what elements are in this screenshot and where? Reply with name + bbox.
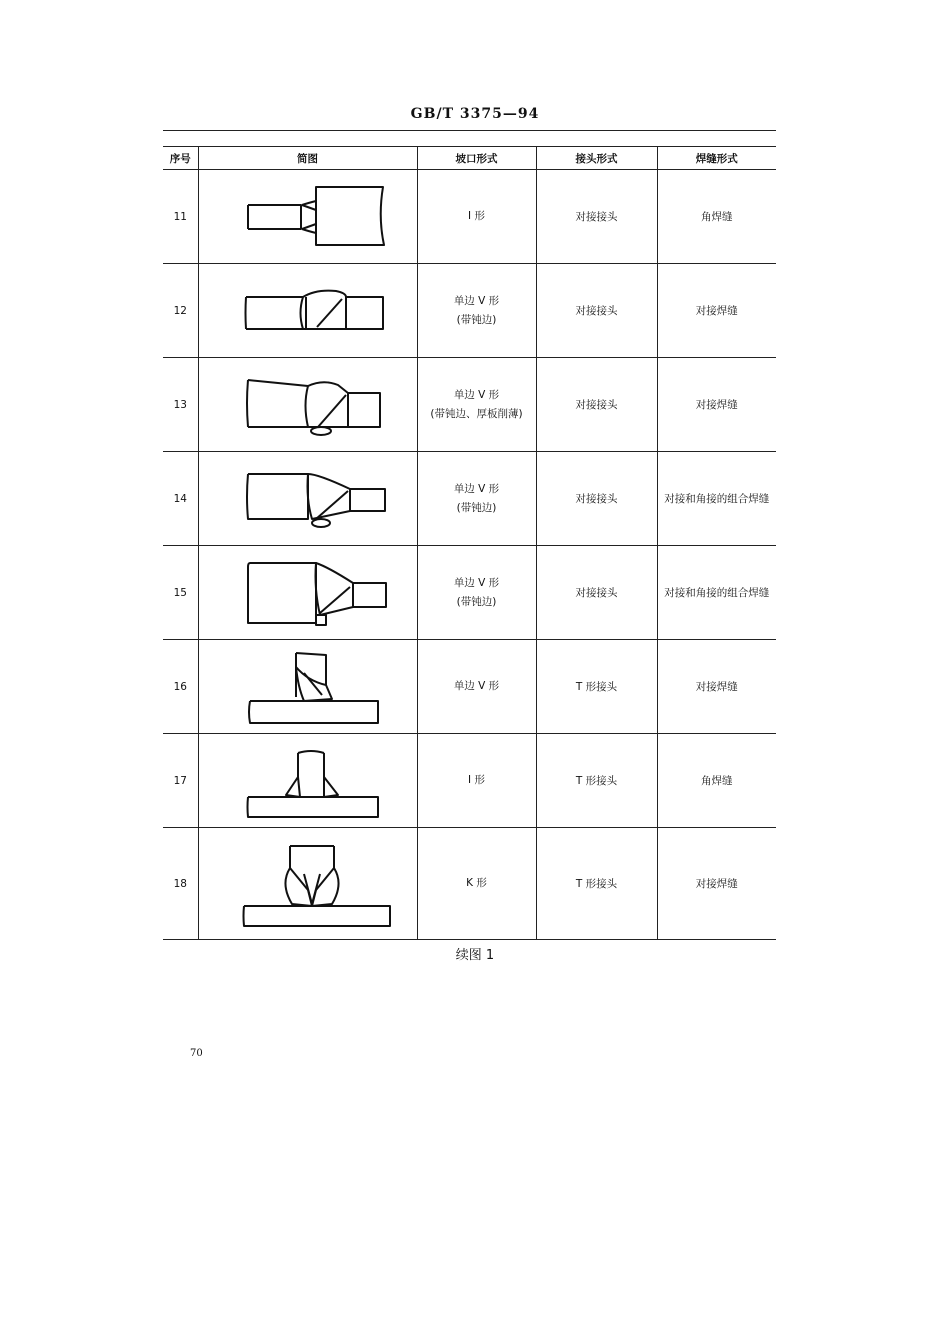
page-number: 70 <box>190 1048 203 1059</box>
joint-cell: 对接接头 <box>536 264 657 358</box>
column-header-sketch: 简图 <box>198 147 417 170</box>
groove-cell <box>417 734 536 828</box>
groove-line: (带钝边) <box>456 313 497 326</box>
sketch-cell <box>198 358 417 452</box>
joint-cell: 对接接头 <box>536 358 657 452</box>
joint-cell: 对接接头 <box>536 170 657 264</box>
single-bevel-t-joint-sketch <box>208 645 408 729</box>
groove-cell <box>417 640 536 734</box>
row-number: 18 <box>163 828 198 940</box>
joint-cell: 对接接头 <box>536 546 657 640</box>
groove-line: 单边 V 形 <box>453 482 500 495</box>
sketch-cell <box>198 264 417 358</box>
row-number: 15 <box>163 546 198 640</box>
weld-cell: 对接焊缝 <box>657 640 776 734</box>
single-bevel-combined-sketch <box>208 459 408 539</box>
weld-cell: 角焊缝 <box>657 734 776 828</box>
figure-caption: 续图 1 <box>455 948 495 963</box>
table-row <box>163 170 776 264</box>
row-number: 12 <box>163 264 198 358</box>
weld-cell: 对接焊缝 <box>657 264 776 358</box>
table-row <box>163 452 776 546</box>
groove-cell <box>417 358 536 452</box>
groove-line: I 形 <box>468 774 485 786</box>
weld-cell: 对接焊缝 <box>657 828 776 940</box>
row-number: 11 <box>163 170 198 264</box>
weld-cell: 对接焊缝 <box>657 358 776 452</box>
groove-line: 单边 V 形 <box>453 294 500 307</box>
groove-line: K 形 <box>466 877 487 889</box>
table-header-row <box>163 147 776 170</box>
groove-line: 单边 V 形 <box>453 680 500 692</box>
sketch-cell <box>198 452 417 546</box>
table-row <box>163 546 776 640</box>
joint-cell: T 形接头 <box>536 640 657 734</box>
sketch-cell <box>198 734 417 828</box>
table-row <box>163 640 776 734</box>
document-header: GB/T 3375—94 <box>410 106 540 122</box>
groove-cell <box>417 546 536 640</box>
row-number: 13 <box>163 358 198 452</box>
k-groove-t-joint-sketch <box>208 834 408 934</box>
single-bevel-butt-sketch <box>208 271 408 351</box>
sketch-cell <box>198 640 417 734</box>
single-bevel-thinned-plate-sketch <box>208 365 408 445</box>
groove-cell <box>417 452 536 546</box>
groove-line: (带钝边) <box>456 501 497 514</box>
groove-line: 单边 V 形 <box>453 576 500 589</box>
table-row <box>163 264 776 358</box>
column-header-groove: 坡口形式 <box>417 147 536 170</box>
sketch-cell <box>198 828 417 940</box>
joint-cell: T 形接头 <box>536 734 657 828</box>
weld-cell: 对接和角接的组合焊缝 <box>657 546 776 640</box>
sketch-cell <box>198 546 417 640</box>
row-number: 14 <box>163 452 198 546</box>
weld-joint-table <box>163 146 776 940</box>
joint-cell: T 形接头 <box>536 828 657 940</box>
column-header-no: 序号 <box>163 147 198 170</box>
groove-cell <box>417 828 536 940</box>
row-number: 17 <box>163 734 198 828</box>
column-header-joint: 接头形式 <box>536 147 657 170</box>
table-row <box>163 358 776 452</box>
groove-cell <box>417 264 536 358</box>
column-header-weld: 焊缝形式 <box>657 147 776 170</box>
groove-line: I 形 <box>468 210 485 222</box>
joint-cell: 对接接头 <box>536 452 657 546</box>
i-groove-butt-fillet-sketch <box>208 177 408 257</box>
header-rule <box>163 130 776 131</box>
single-bevel-combined-thick-sketch <box>208 553 408 633</box>
table-row <box>163 828 776 940</box>
weld-cell: 角焊缝 <box>657 170 776 264</box>
groove-line: 单边 V 形 <box>453 388 500 401</box>
groove-cell <box>417 170 536 264</box>
groove-line: (带钝边、厚板削薄) <box>430 407 523 420</box>
weld-cell: 对接和角接的组合焊缝 <box>657 452 776 546</box>
groove-line: (带钝边) <box>456 595 497 608</box>
i-groove-t-joint-fillet-sketch <box>208 739 408 823</box>
sketch-cell <box>198 170 417 264</box>
table-row <box>163 734 776 828</box>
row-number: 16 <box>163 640 198 734</box>
